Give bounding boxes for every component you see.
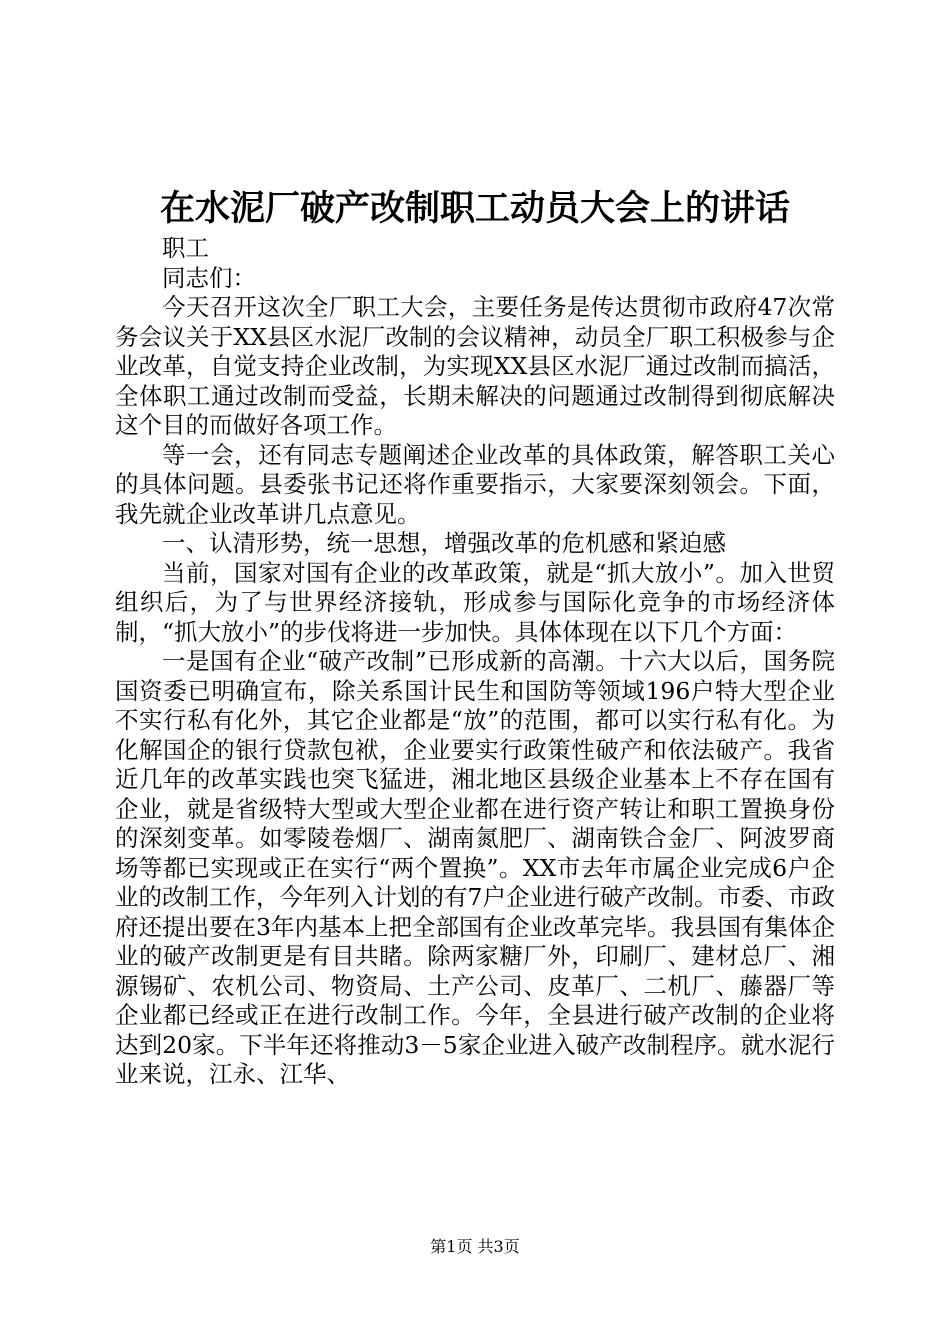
paragraph-3: 当前，国家对国有企业的改革政策，就是“抓大放小”。加入世贸组织后，为了与世界经济接轨，形成参与国际化竞争的市场经济体制，“抓大放小”的步伐将进一步加快。具体体现在以下几个方面：	[115, 558, 835, 646]
document-title: 在水泥厂破产改制职工动员大会上的讲话	[159, 188, 790, 229]
section-heading-1: 一、认清形势，统一思想，增强改革的危机感和紧迫感	[162, 529, 726, 557]
paragraph-4: 一是国有企业“破产改制”已形成新的高潮。十六大以后，国务院国资委已明确宣布，除关系国计民生和国防等领域196户特大型企业不实行私有化外，其它企业都是“放”的范围，都可以实行私有化。为化解国企的银行贷款包袱，企业要实行政策性破产和依法破产。我省近几年的改革实践也突飞猛进，湘北地区县级企业基本上不存在国有企业，就是省级特大型或大型企业都在进行资产转让和职工置换身份的深刻变革。如零陵卷烟厂、湖南氮肥厂、湖南铁合金厂、阿波罗商场等都已实现或正在实行“两个置换”。XX市去年市属企业完成6户企业的改制工作，今年列入计划的有7户企业进行破产改制。市委、市政府还提出要在3年内基本上把全部国有企业改革完毕。我县国有集体企业的破产改制更是有目共睹。除两家糖厂外，印刷厂、建材总厂、湘源锡矿、农机公司、物资局、土产公司、皮革厂、二机厂、藤器厂等企业都已经或正在进行改制工作。今年，全县进行破产改制的企业将达到20家。下半年还将推动3－5家企业进入破产改制程序。就水泥行业来说，江永、江华、	[115, 647, 835, 1088]
paragraph-1: 今天召开这次全厂职工大会，主要任务是传达贯彻市政府47次常务会议关于XX县区水泥厂改制的会议精神，动员全厂职工积极参与企业改革，自觉支持企业改制，为实现XX县区水泥厂通过改制而搞活，全体职工通过改制而受益，长期未解决的问题通过改制得到彻底解决这个目的而做好各项工作。	[115, 293, 835, 439]
page-footer: 第1页 共3页	[430, 1237, 520, 1256]
paragraph-2: 等一会，还有同志专题阐述企业改革的具体政策，解答职工关心的具体问题。县委张书记还将作重要指示，大家要深刻领会。下面，我先就企业改革讲几点意见。	[115, 440, 835, 528]
paragraph-salutation-1: 职工	[162, 234, 209, 262]
paragraph-salutation-2: 同志们：	[162, 263, 256, 292]
document-body	[115, 234, 835, 1090]
